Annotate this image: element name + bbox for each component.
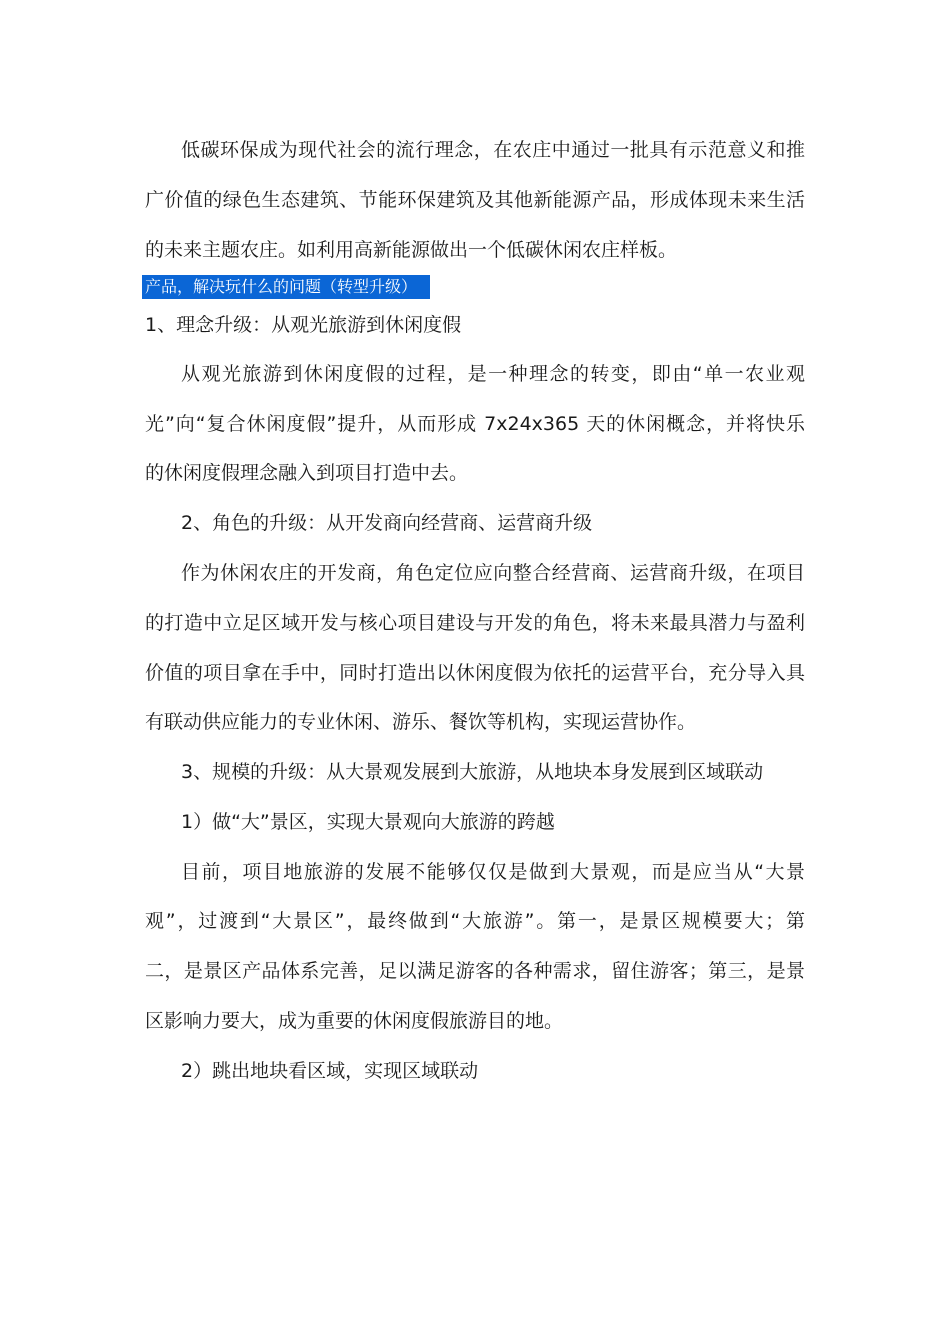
section-heading: 2、角色的升级：从开发商向经营商、运营商升级	[181, 512, 593, 534]
paragraph-line: 光”向“复合休闲度假”提升，从而形成 7x24x365 天的休闲概念，并将快乐	[145, 413, 805, 435]
subsection-heading: 2）跳出地块看区域，实现区域联动	[181, 1060, 479, 1082]
paragraph-line: 从观光旅游到休闲度假的过程，是一种理念的转变，即由“单一农业观	[181, 363, 805, 385]
paragraph-line: 二，是景区产品体系完善，足以满足游客的各种需求，留住游客；第三，是景	[145, 960, 805, 982]
paragraph-line: 价值的项目拿在手中，同时打造出以休闲度假为依托的运营平台，充分导入具	[145, 662, 805, 684]
highlighted-heading: 产品，解决玩什么的问题（转型升级）	[142, 275, 430, 299]
paragraph-line: 作为休闲农庄的开发商，角色定位应向整合经营商、运营商升级，在项目	[181, 562, 805, 584]
section-heading: 1、理念升级：从观光旅游到休闲度假	[145, 314, 462, 336]
paragraph-line: 目前，项目地旅游的发展不能够仅仅是做到大景观，而是应当从“大景	[181, 861, 805, 883]
paragraph-line: 观”，过渡到“大景区”，最终做到“大旅游”。第一，是景区规模要大；第	[145, 910, 805, 932]
subsection-heading: 1）做“大”景区，实现大景观向大旅游的跨越	[181, 811, 555, 833]
paragraph-line: 区影响力要大，成为重要的休闲度假旅游目的地。	[145, 1010, 564, 1032]
paragraph-line: 有联动供应能力的专业休闲、游乐、餐饮等机构，实现运营协作。	[145, 711, 697, 733]
paragraph-line: 的休闲度假理念融入到项目打造中去。	[145, 462, 469, 484]
intro-paragraph-line: 低碳环保成为现代社会的流行理念，在农庄中通过一批具有示范意义和推	[181, 139, 805, 161]
intro-paragraph-line: 广价值的绿色生态建筑、节能环保建筑及其他新能源产品，形成体现未来生活	[145, 189, 805, 211]
intro-paragraph-line: 的未来主题农庄。如利用高新能源做出一个低碳休闲农庄样板。	[145, 239, 678, 261]
paragraph-line: 的打造中立足区域开发与核心项目建设与开发的角色，将未来最具潜力与盈利	[145, 612, 805, 634]
section-heading: 3、规模的升级：从大景观发展到大旅游，从地块本身发展到区域联动	[181, 761, 764, 783]
